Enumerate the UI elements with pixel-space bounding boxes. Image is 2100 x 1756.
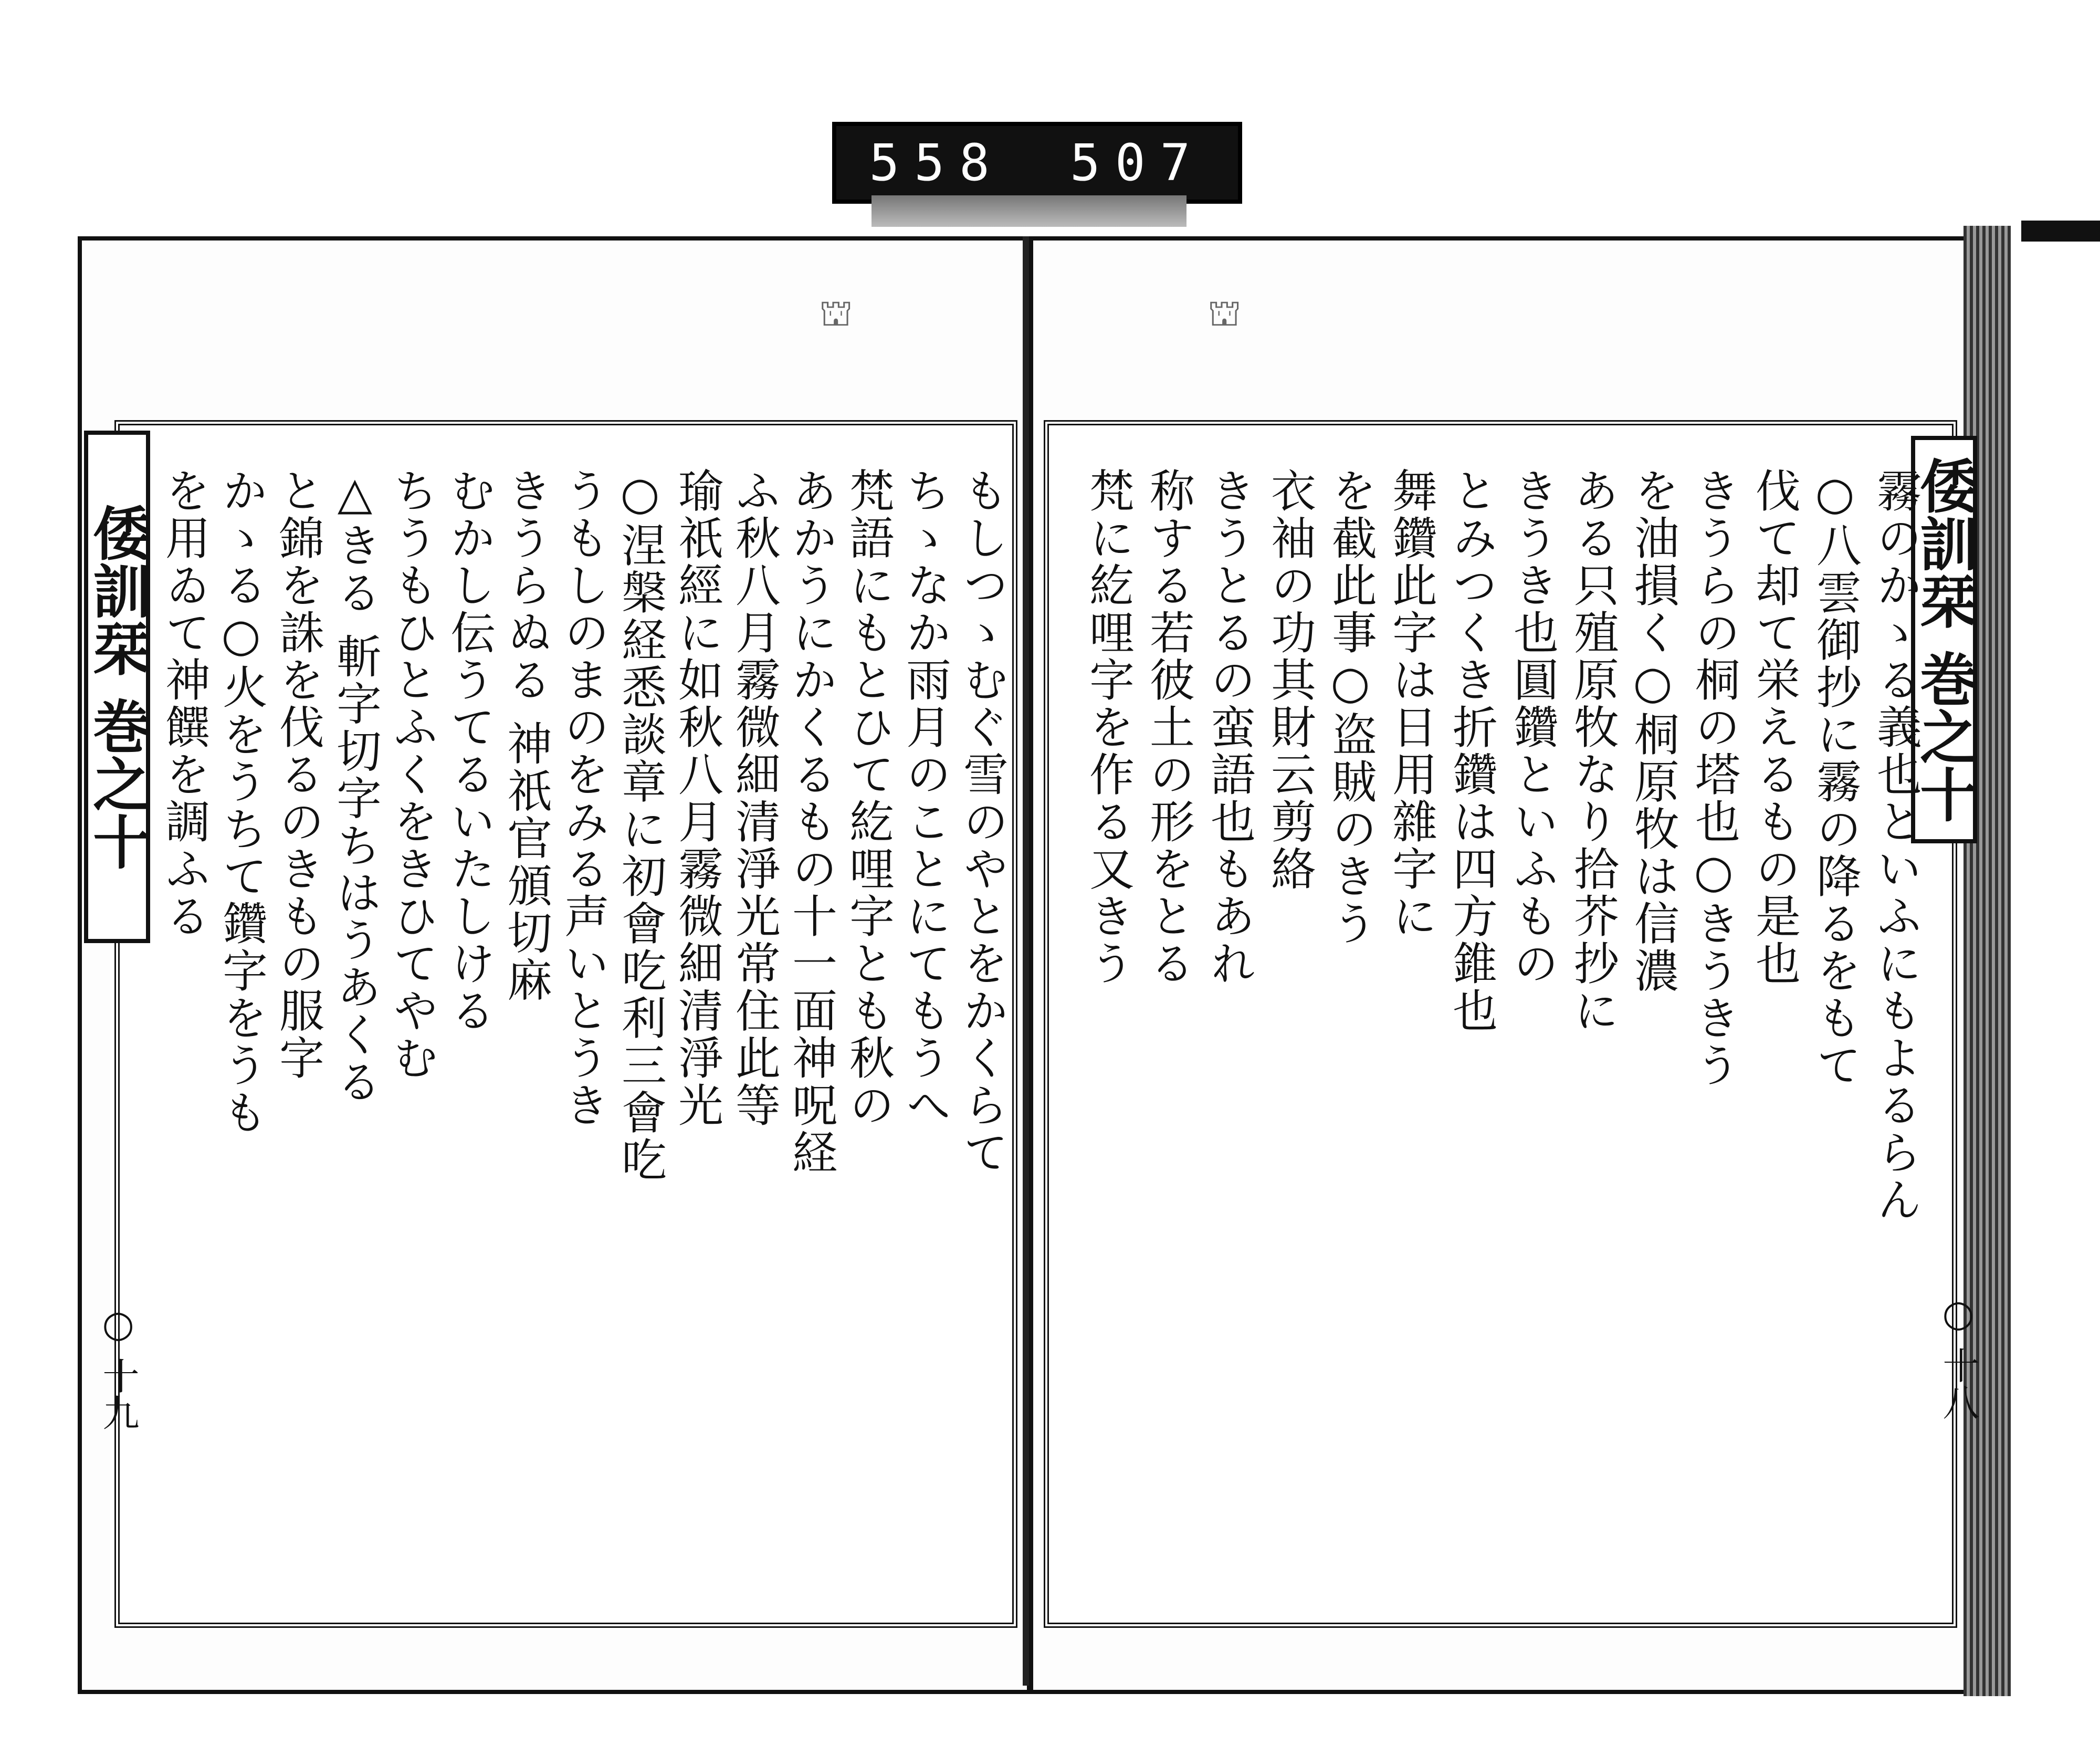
left_page-column: を用ゐて神饌を調ふる	[158, 467, 210, 940]
sheet-marker-right: ⛫	[1208, 291, 1242, 335]
right_page-column: 梵に紇哩字を作る又きう	[1082, 467, 1134, 987]
left_page-column: ○涅槃経悉談章に初會吃利三會吃	[614, 467, 666, 1184]
right_page-column: きうらの桐の塔也○きうきう	[1687, 467, 1740, 1089]
right-book-title-tab: 倭訓栞 巻之十	[1911, 436, 1977, 843]
left_page-column: きうらぬる 神祇官頒切麻	[499, 467, 552, 1004]
right_page-column: きうき也圓鑽といふもの	[1506, 467, 1558, 987]
left_page-column: もしつゝむぐ雪のやとをかくらて	[956, 467, 1008, 1176]
catalog-number-label	[832, 122, 1242, 204]
right_page-column: 舞鑽此字は日用雜字に	[1384, 467, 1437, 940]
right_page-column: 称する若彼土の形をとる	[1142, 467, 1194, 987]
left_page-column: かゝる○火をうちて鑽字をうも	[215, 467, 267, 1136]
left_page-column: うもしのまのをみる声いとうき	[556, 467, 609, 1129]
left_page-column: ちうもひとふくをきひてやむ	[385, 467, 438, 1082]
catalog-number-right: 507	[1070, 133, 1205, 192]
right_page-column: 衣袖の功其財云剪絡	[1263, 467, 1316, 893]
right_page-column: とみつくき折鑽は四方錐也	[1445, 467, 1497, 1034]
right_page-column: ある只殖原牧なり拾芥抄に	[1566, 467, 1619, 1034]
right_page-column: を截此事○盗賊のきう	[1324, 467, 1377, 947]
cover-edge	[2021, 221, 2100, 242]
sheet-marker-left: ⛫	[819, 291, 853, 335]
left-page-number: ○ 十九	[97, 1302, 140, 1431]
left_page-column: あかうにかくるもの十一面神呪経	[784, 467, 837, 1176]
left_page-column: ちゝなか雨月のことにてもうへ	[898, 467, 951, 1129]
right_page-column: を油損く○桐原牧は信濃	[1626, 467, 1679, 995]
right_page-column: きうとるの蛮語也もあれ	[1203, 467, 1255, 987]
binding-clip	[872, 195, 1186, 227]
right_page-column: ○八雲御抄に霧の降るをもて	[1809, 467, 1861, 1089]
book-spine	[1023, 236, 1029, 1686]
catalog-number-left: 558	[869, 133, 1004, 192]
left_page-column: むかし伝うてるいたしける	[443, 467, 495, 1034]
right-page-number: ○ 十八	[1937, 1292, 1980, 1420]
left_page-column: 瑜祇經に如秋八月霧微細清淨光	[670, 467, 723, 1129]
left-book-title-tab: 倭訓栞 巻之十	[84, 431, 150, 943]
left_page-column: ふ秋八月霧微細清淨光常住此等	[728, 467, 780, 1129]
left_page-column: と錦を誅を伐るのきもの服字	[271, 467, 324, 1082]
right_page-column: 伐て却て栄えるもの是也	[1748, 467, 1800, 987]
right_page-column: 霧のかゝる義也といふにもよるらん	[1869, 467, 1922, 1224]
left_page-column: 梵語にもとひて紇哩字とも秋の	[842, 467, 894, 1129]
left_page-column: △きる 斬字切字ちはうあくる	[329, 467, 381, 1106]
